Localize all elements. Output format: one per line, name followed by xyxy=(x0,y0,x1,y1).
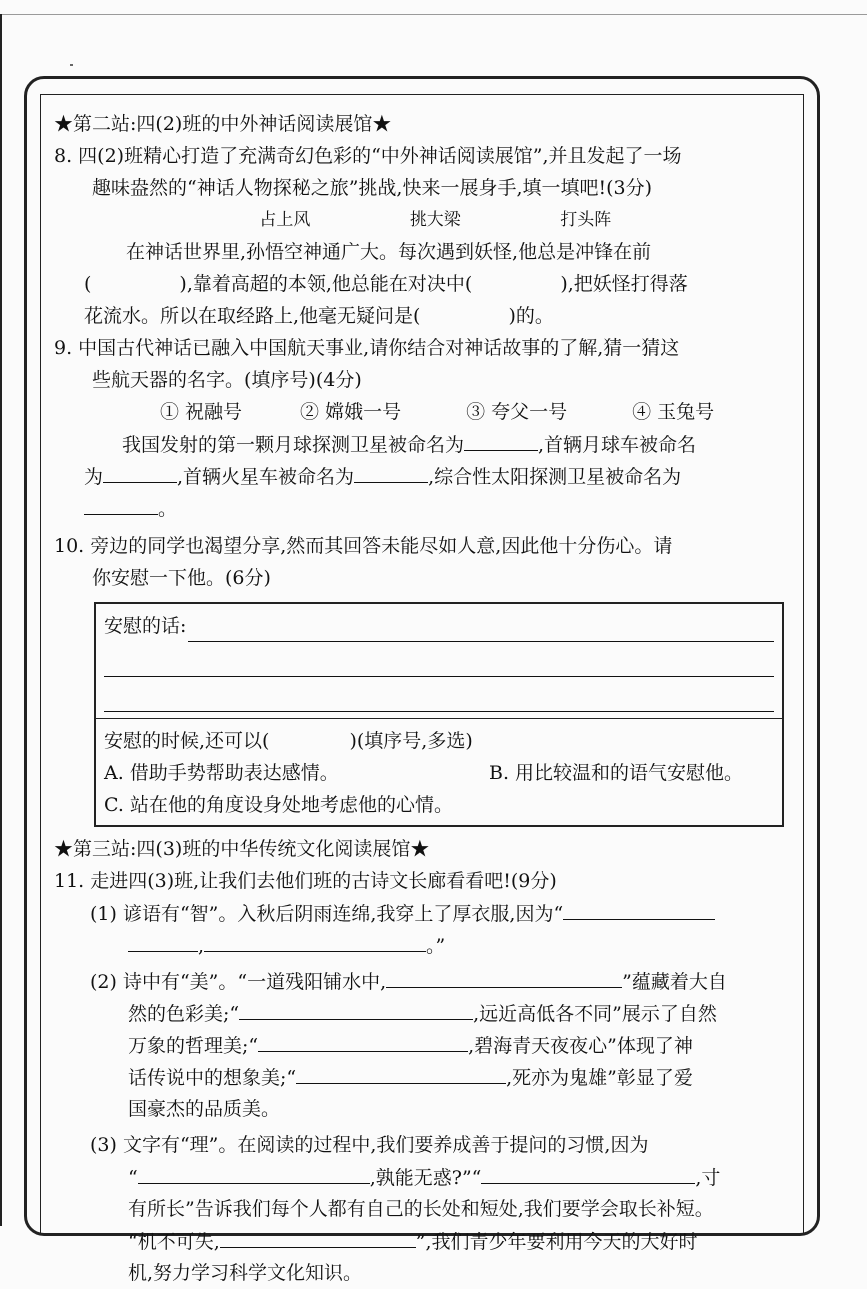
q9-blank-2[interactable] xyxy=(103,460,177,483)
q11-s1-text-3: 。” xyxy=(426,935,446,957)
q11-s3-row2 xyxy=(54,1161,794,1193)
q10-comfort-label: 安慰的话: xyxy=(104,615,187,637)
q10-write-line-3[interactable] xyxy=(104,683,774,712)
q9-para-3 xyxy=(54,492,794,524)
q11-s2-text-2: ”蕴藏着大自 xyxy=(622,971,727,993)
q11-s1-blank-1[interactable] xyxy=(563,897,715,920)
q11-s3-text-6: ”,我们青少年要利用今天的大好时 xyxy=(415,1231,698,1253)
q8-choice-1: 占上风 xyxy=(259,210,311,230)
q11-s2-row2 xyxy=(54,997,794,1029)
q11-s2-row3 xyxy=(54,1029,794,1061)
q11-s2-text-3: 然的色彩美;“ xyxy=(128,1003,240,1025)
q10-option-b: B. 用比较温和的语气安慰他。 xyxy=(489,762,744,784)
q11-s3-row3: 有所长”告诉我们每个人都有自己的长处和短处,我们要学会取长补短。 xyxy=(128,1198,714,1220)
q11-s3-text-5: “机不可失, xyxy=(128,1231,220,1253)
q8-choice-3: 打头阵 xyxy=(560,210,612,230)
q9-text-1: 我国发射的第一颗月球探测卫星被命名为 xyxy=(122,434,465,456)
q9-text-6: 。 xyxy=(158,498,178,520)
q11-s3-row4 xyxy=(54,1225,794,1257)
q11-s1-text-1: (1) 谚语有“智”。入秋后阴雨连绵,我穿上了厚衣服,因为“ xyxy=(90,903,564,925)
scan-top-edge xyxy=(0,14,867,15)
q9-para-2 xyxy=(54,460,794,492)
q11-s3-blank-3[interactable] xyxy=(220,1225,416,1248)
section2-title: ★第二站:四(2)班的中外神话阅读展馆★ xyxy=(54,113,392,135)
q8-para-text-5: )的。 xyxy=(508,305,554,327)
q11-s3-blank-1[interactable] xyxy=(138,1161,370,1184)
q11-s1-row1 xyxy=(54,897,794,929)
q9-line1: 9. 中国古代神话已融入中国航天事业,请你结合对神话故事的了解,猜一猜这 xyxy=(54,337,680,359)
q8-para-3 xyxy=(54,300,794,332)
q11-s1-blank-2[interactable] xyxy=(128,929,198,952)
q10-also-section xyxy=(96,719,782,825)
q11-s2-row5: 国豪杰的品质美。 xyxy=(128,1098,281,1120)
q9-blank-3[interactable] xyxy=(354,460,428,483)
q8-para-text-2: ),靠着高超的本领,他总能在对决中( xyxy=(179,273,473,295)
q11-s3-row1 xyxy=(54,1129,794,1161)
q8-choices xyxy=(54,204,794,236)
section3-title: ★第三站:四(3)班的中华传统文化阅读展馆★ xyxy=(54,838,430,860)
q9-text-4: ,首辆火星车被命名为 xyxy=(177,466,355,488)
q10-also-text-2: )(填序号,多选) xyxy=(349,730,473,752)
q11-s2-blank-4[interactable] xyxy=(296,1061,506,1084)
scan-left-edge xyxy=(0,14,2,1226)
scan-speck xyxy=(70,64,73,66)
q11-s3-text-4: ,寸 xyxy=(695,1167,721,1189)
q10-options-row-2: C. 站在他的角度设身处地考虑他的心情。 xyxy=(104,794,453,816)
q9-blank-4[interactable] xyxy=(84,492,158,515)
q11-s2-row4 xyxy=(54,1061,794,1093)
q11-s2-blank-1[interactable] xyxy=(386,965,622,988)
q11-s3-text-1: (3) 文字有“理”。在阅读的过程中,我们要养成善于提问的习惯,因为 xyxy=(90,1134,649,1156)
q11-s3-text-3: ,孰能无惑?”“ xyxy=(369,1167,482,1189)
q11-s2-blank-2[interactable] xyxy=(239,997,473,1020)
q10-option-a: A. 借助手势帮助表达感情。 xyxy=(104,762,339,784)
q11-s2-text-7: 话传说中的想象美;“ xyxy=(128,1067,297,1089)
q9-option-4: ④ 玉兔号 xyxy=(632,401,715,423)
q9-option-3: ③ 夸父一号 xyxy=(466,401,568,423)
q11-s3-blank-2[interactable] xyxy=(481,1161,695,1184)
q9-option-2: ② 嫦娥一号 xyxy=(300,401,402,423)
q10-options-row-1 xyxy=(104,757,774,789)
q9-text-3: 为 xyxy=(84,466,104,488)
q9-text-2: ,首辆月球车被命名 xyxy=(538,434,697,456)
q8-line1: 8. 四(2)班精心打造了充满奇幻色彩的“中外神话阅读展馆”,并且发起了一场 xyxy=(54,145,682,167)
q9-line2: 些航天器的名字。(填序号)(4分) xyxy=(92,369,362,391)
q8-para-text-1: 在神话世界里,孙悟空神通广大。每次遇到妖怪,他总是冲锋在前 xyxy=(126,241,652,263)
q10-write-line-2[interactable] xyxy=(104,648,774,677)
q10-write-line-1[interactable] xyxy=(188,613,774,642)
q8-para-text-3: ),把妖怪打得落 xyxy=(560,273,688,295)
q11-s2-row1 xyxy=(54,965,794,997)
q8-para-text-4: 花流水。所以在取经路上,他毫无疑问是( xyxy=(84,305,421,327)
q9-options xyxy=(54,396,794,428)
q8-paren-open-1: ( xyxy=(84,273,92,295)
q9-para-1 xyxy=(54,428,794,460)
q9-option-1: ① 祝融号 xyxy=(160,401,243,423)
q9-blank-1[interactable] xyxy=(464,428,538,451)
q10-line1: 10. 旁边的同学也渴望分享,然而其回答未能尽如人意,因此他十分伤心。请 xyxy=(54,535,673,557)
q11-line1: 11. 走进四(3)班,让我们去他们班的古诗文长廊看看吧!(9分) xyxy=(54,870,557,892)
q11-s2-text-4: ,远近高低各不同”展示了自然 xyxy=(473,1003,717,1025)
q10-comfort-section xyxy=(96,604,782,719)
q11-s3-row5: 机,努力学习科学文化知识。 xyxy=(128,1262,363,1284)
q10-line2: 你安慰一下他。(6分) xyxy=(92,567,271,589)
q10-also-text-1: 安慰的时候,还可以( xyxy=(104,730,270,752)
q10-comfort-row xyxy=(104,614,774,642)
q8-para-1 xyxy=(54,236,794,268)
q11-s2-blank-3[interactable] xyxy=(258,1029,468,1052)
q8-para-2 xyxy=(54,268,794,300)
q8-line2: 趣味盎然的“神话人物探秘之旅”挑战,快来一展身手,填一填吧!(3分) xyxy=(92,177,653,199)
q11-s2-text-5: 万象的哲理美;“ xyxy=(128,1035,259,1057)
q10-also-row xyxy=(104,725,774,757)
q9-text-5: ,综合性太阳探测卫星被命名为 xyxy=(428,466,682,488)
q11-s2-text-6: ,碧海青天夜夜心”体现了神 xyxy=(468,1035,693,1057)
q11-s1-blank-3[interactable] xyxy=(204,929,426,952)
q8-choice-2: 挑大梁 xyxy=(409,210,461,230)
q11-s1-text-2: , xyxy=(198,935,205,957)
q11-s3-text-2: “ xyxy=(128,1167,138,1189)
q11-s1-row2 xyxy=(54,929,794,961)
q10-answer-box xyxy=(94,602,784,827)
worksheet-content xyxy=(54,108,794,1289)
q11-s2-text-8: ,死亦为鬼雄”彰显了爱 xyxy=(506,1067,693,1089)
q11-s2-text-1: (2) 诗中有“美”。“一道残阳铺水中, xyxy=(90,971,387,993)
